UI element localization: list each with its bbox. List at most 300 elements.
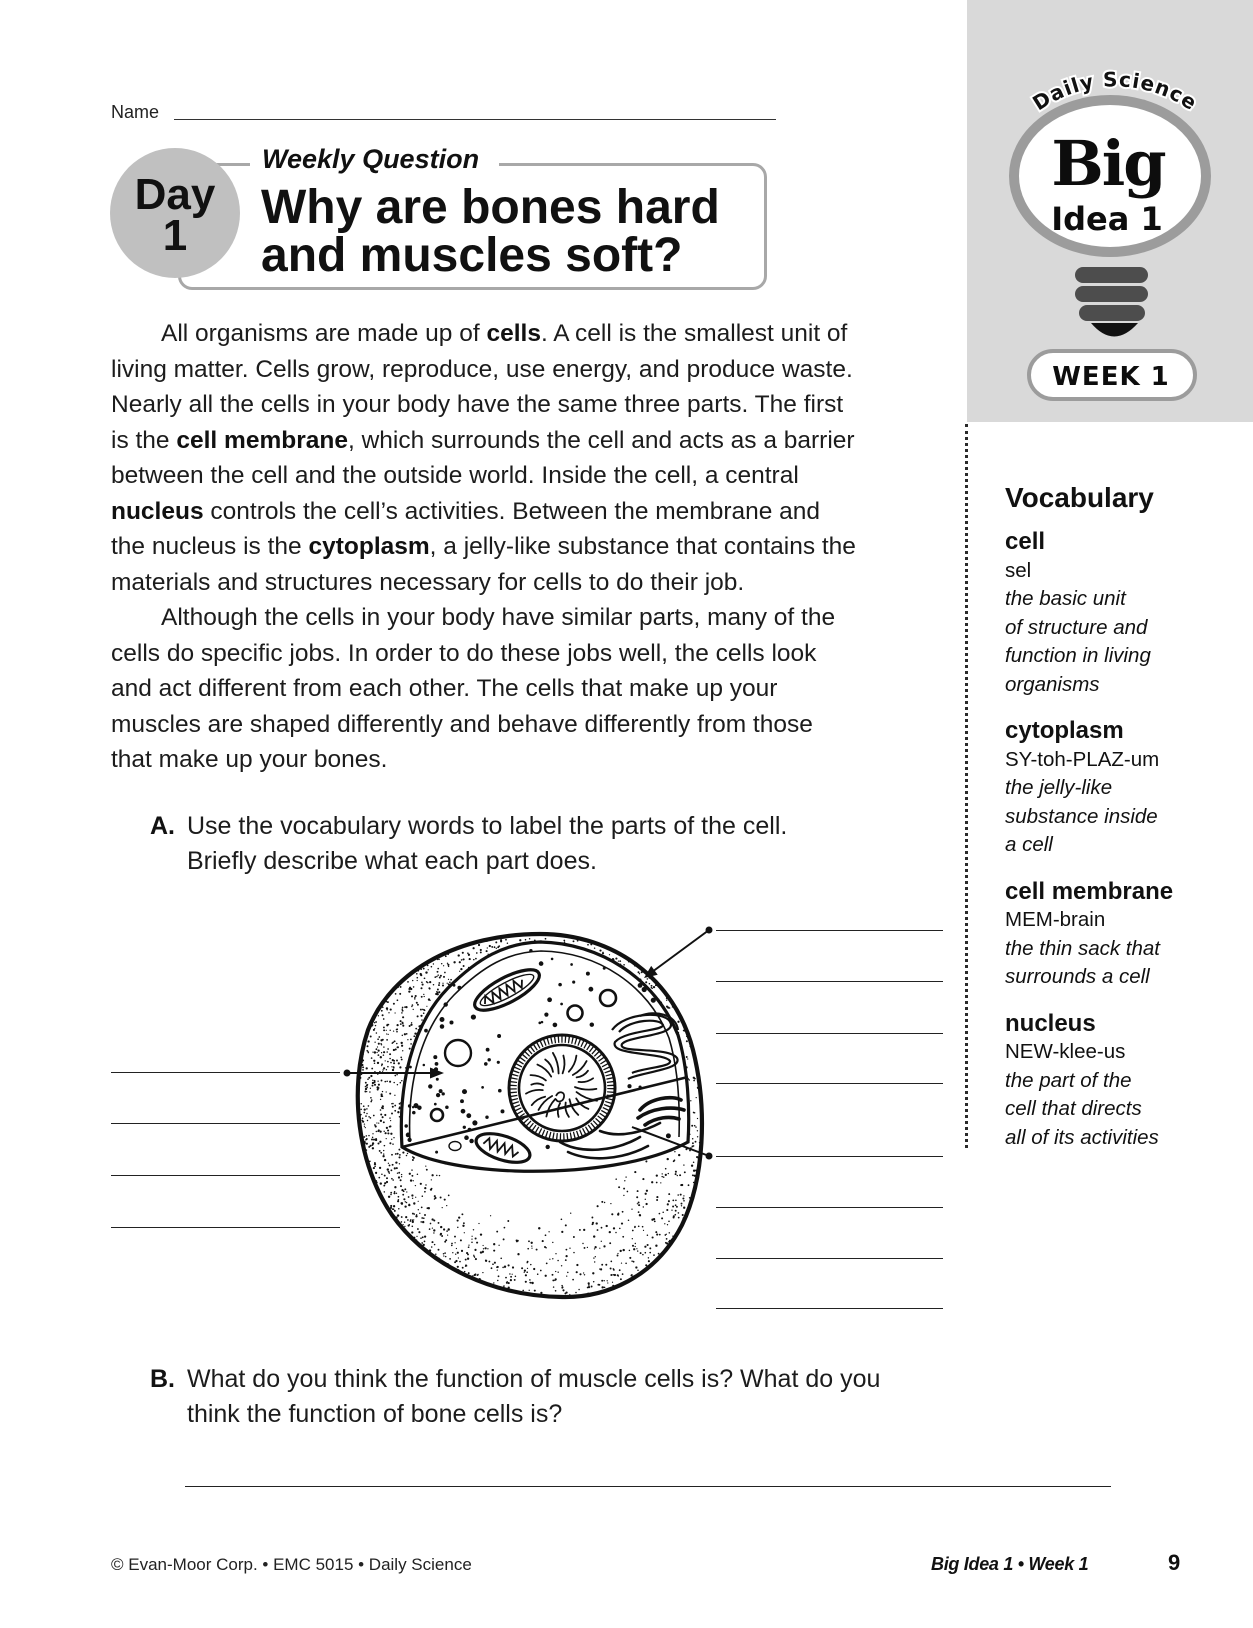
- stipple-dot: [375, 1172, 377, 1174]
- stipple-dot: [408, 990, 410, 992]
- footer-credit: © Evan-Moor Corp. • EMC 5015 • Daily Science: [111, 1555, 472, 1574]
- label-blank-right[interactable]: [716, 981, 943, 982]
- stipple-dot: [640, 1215, 641, 1216]
- answer-line[interactable]: [185, 1486, 1111, 1487]
- stipple-dot: [400, 1020, 402, 1022]
- stipple-dot: [389, 1053, 391, 1055]
- label-blank-left[interactable]: [111, 1175, 340, 1176]
- stipple-dot: [468, 1272, 469, 1273]
- stipple-dot: [383, 1153, 384, 1154]
- stipple-dot: [380, 1113, 382, 1115]
- stipple-dot: [599, 950, 601, 952]
- stipple-dot: [667, 1224, 668, 1225]
- stipple-dot: [366, 1113, 368, 1115]
- stipple-dot: [423, 1217, 425, 1219]
- stipple-dot: [362, 1069, 364, 1071]
- vocab-term: cell: [1005, 528, 1046, 555]
- stipple-dot: [374, 1042, 375, 1043]
- stipple-dot: [645, 1199, 646, 1200]
- stipple-dot: [525, 1281, 526, 1282]
- stipple-dot: [371, 1099, 373, 1101]
- ribosome-dot: [428, 1084, 432, 1088]
- stipple-dot: [398, 1172, 400, 1174]
- stipple-dot: [437, 993, 439, 995]
- stipple-dot: [364, 1091, 366, 1093]
- label-blank-right[interactable]: [716, 1156, 943, 1157]
- vocab-pronunciation: NEW-klee-us: [1005, 1040, 1126, 1063]
- ribosome-dot: [469, 1139, 473, 1143]
- stipple-dot: [676, 1206, 678, 1208]
- stipple-dot: [365, 1115, 367, 1117]
- stipple-dot: [373, 1060, 375, 1062]
- stipple-dot: [646, 1190, 648, 1192]
- stipple-dot: [386, 1024, 388, 1026]
- stipple-dot: [527, 1248, 529, 1250]
- stipple-dot: [398, 1196, 400, 1198]
- ribosome-dot: [412, 1111, 416, 1115]
- stipple-dot: [638, 1211, 640, 1213]
- ribosome-dot: [551, 958, 554, 961]
- stipple-dot: [527, 1268, 528, 1269]
- stipple-dot: [381, 1173, 383, 1175]
- ribosome-dot: [435, 1062, 439, 1066]
- stipple-dot: [404, 1006, 406, 1008]
- vocab-pronunciation: sel: [1005, 558, 1032, 582]
- stipple-dot: [651, 985, 653, 987]
- stipple-dot: [415, 1197, 416, 1198]
- stipple-dot: [524, 1272, 525, 1273]
- stipple-dot: [687, 1058, 688, 1059]
- stipple-dot: [389, 1125, 391, 1127]
- stipple-dot: [617, 1255, 619, 1257]
- stipple-dot: [411, 1006, 412, 1007]
- stipple-dot: [510, 1279, 512, 1281]
- stipple-dot: [524, 1270, 526, 1272]
- stipple-dot: [383, 1054, 385, 1056]
- stipple-dot: [594, 947, 595, 948]
- stipple-dot: [387, 1061, 389, 1063]
- stipple-dot: [601, 1241, 602, 1242]
- label-blank-right[interactable]: [716, 1308, 943, 1309]
- stipple-dot: [526, 1271, 528, 1273]
- stipple-dot: [370, 1097, 372, 1099]
- stipple-dot: [387, 1132, 389, 1134]
- stipple-dot: [366, 1084, 368, 1086]
- bulb-base-band: [1075, 267, 1148, 283]
- passage-text: and act different from each other. The cells that make up your: [111, 675, 778, 702]
- stipple-dot: [601, 1264, 603, 1266]
- stipple-dot: [457, 1252, 459, 1254]
- stipple-dot: [399, 993, 401, 995]
- badge-big-word: Big: [1051, 127, 1165, 200]
- stipple-dot: [565, 1259, 567, 1261]
- stipple-dot: [631, 1260, 633, 1262]
- stipple-dot: [401, 1045, 403, 1047]
- stipple-dot: [396, 1031, 398, 1033]
- ribosome-dot: [497, 1034, 501, 1038]
- stipple-dot: [364, 1108, 366, 1110]
- stipple-dot: [395, 1153, 397, 1155]
- stipple-dot: [601, 1227, 603, 1229]
- passage-line: [111, 707, 961, 743]
- stipple-dot: [374, 1051, 376, 1053]
- stipple-dot: [480, 1251, 482, 1253]
- stipple-dot: [413, 1009, 414, 1010]
- stipple-dot: [430, 1223, 432, 1225]
- stipple-dot: [669, 1232, 670, 1233]
- stipple-dot: [431, 1174, 433, 1176]
- stipple-dot: [365, 1082, 367, 1084]
- stipple-dot: [439, 1175, 440, 1176]
- stipple-dot: [385, 1060, 386, 1061]
- stipple-dot: [366, 1143, 368, 1145]
- passage-text: that make up your bones.: [111, 746, 388, 773]
- stipple-dot: [478, 944, 480, 946]
- stipple-dot: [485, 1260, 487, 1262]
- stipple-dot: [555, 1290, 557, 1292]
- stipple-dot: [651, 987, 653, 989]
- stipple-dot: [647, 1244, 649, 1246]
- bulb-base-band: [1079, 305, 1145, 321]
- stipple-dot: [437, 989, 439, 991]
- stipple-dot: [408, 1196, 410, 1198]
- stipple-dot: [412, 1219, 413, 1220]
- stipple-dot: [618, 1186, 620, 1188]
- stipple-dot: [390, 1120, 391, 1121]
- stipple-dot: [683, 1164, 684, 1165]
- stipple-dot: [633, 1261, 635, 1263]
- prompt-line: Use the vocabulary words to label the parts of the cell.: [187, 812, 788, 840]
- stipple-dot: [597, 1205, 599, 1207]
- stipple-dot: [447, 964, 449, 966]
- stipple-dot: [459, 971, 460, 972]
- stipple-dot: [674, 1214, 676, 1216]
- stipple-dot: [411, 1175, 413, 1177]
- label-blank-right[interactable]: [716, 1258, 943, 1259]
- stipple-dot: [623, 964, 625, 966]
- passage-text: between the cell and the outside world. Inside the cell, a central: [111, 462, 799, 489]
- stipple-dot: [505, 939, 507, 941]
- stipple-dot: [496, 948, 497, 949]
- stipple-dot: [379, 1130, 381, 1132]
- stipple-dot: [412, 1221, 414, 1223]
- label-blank-left[interactable]: [111, 1227, 340, 1228]
- stipple-dot: [386, 1033, 387, 1034]
- stipple-dot: [406, 1155, 408, 1157]
- activity-b: [150, 1362, 950, 1432]
- vacuole: [449, 1142, 461, 1151]
- stipple-dot: [692, 1174, 694, 1176]
- stipple-dot: [522, 1290, 524, 1292]
- ribosome-dot: [539, 961, 544, 966]
- stipple-dot: [664, 1223, 665, 1224]
- passage-text: living matter. Cells grow, reproduce, use energy, and produce waste.: [111, 355, 853, 383]
- stipple-dot: [386, 1030, 387, 1031]
- animal-cell-diagram: [330, 900, 730, 1320]
- stipple-dot: [386, 1177, 388, 1179]
- stipple-dot: [647, 1235, 648, 1236]
- stipple-dot: [652, 1236, 654, 1238]
- stipple-dot: [440, 1197, 442, 1199]
- stipple-dot: [454, 1236, 456, 1238]
- stipple-dot: [661, 1176, 662, 1177]
- passage-line: [111, 529, 961, 565]
- stipple-dot: [401, 1174, 402, 1175]
- stipple-dot: [391, 1103, 392, 1104]
- passage-text: , a jelly-like substance that contains the: [429, 533, 856, 560]
- stipple-dot: [508, 1264, 510, 1266]
- stipple-dot: [372, 1085, 374, 1087]
- stipple-dot: [408, 1225, 410, 1227]
- activity-prompt: [187, 809, 787, 879]
- stipple-dot: [552, 1274, 554, 1276]
- stipple-dot: [365, 1127, 366, 1128]
- leader-line: [652, 930, 709, 972]
- stipple-dot: [647, 978, 648, 979]
- stipple-dot: [383, 1067, 385, 1069]
- stipple-dot: [697, 1130, 698, 1131]
- stipple-dot: [653, 986, 655, 988]
- ribosome-dot: [481, 1086, 484, 1089]
- stipple-dot: [378, 1177, 380, 1179]
- stipple-dot: [382, 1105, 384, 1107]
- stipple-dot: [368, 1146, 370, 1148]
- stipple-dot: [474, 1257, 475, 1258]
- stipple-dot: [598, 1284, 600, 1286]
- stipple-dot: [692, 1142, 694, 1144]
- stipple-dot: [394, 1095, 395, 1096]
- label-blank-right[interactable]: [716, 1083, 943, 1084]
- label-blank-left[interactable]: [111, 1072, 340, 1073]
- stipple-dot: [361, 1119, 363, 1121]
- prompt-line: think the function of bone cells is?: [187, 1400, 563, 1428]
- stipple-dot: [419, 1213, 420, 1214]
- stipple-dot: [402, 1194, 404, 1196]
- stipple-dot: [420, 1237, 422, 1239]
- stipple-dot: [387, 1066, 389, 1068]
- stipple-dot: [402, 1010, 404, 1012]
- ribosome-dot: [485, 1115, 488, 1118]
- weekly-question-kicker: Weekly Question: [250, 144, 499, 174]
- stipple-dot: [529, 1282, 530, 1283]
- stipple-dot: [399, 1103, 401, 1105]
- stipple-dot: [438, 984, 440, 986]
- stipple-dot: [388, 1196, 390, 1198]
- stipple-dot: [409, 1173, 411, 1175]
- stipple-dot: [474, 1249, 476, 1251]
- stipple-dot: [402, 1050, 403, 1051]
- stipple-dot: [537, 1273, 539, 1275]
- stipple-dot: [390, 1133, 392, 1135]
- stipple-dot: [448, 979, 449, 980]
- stipple-dot: [401, 1189, 403, 1191]
- stipple-dot: [409, 1048, 411, 1050]
- label-blank-right[interactable]: [716, 930, 943, 931]
- stipple-dot: [696, 1097, 697, 1098]
- label-blank-right[interactable]: [716, 1033, 943, 1034]
- stipple-dot: [398, 1108, 400, 1110]
- ribosome-dot: [642, 987, 647, 992]
- ribosome-dot: [501, 1109, 505, 1113]
- stipple-dot: [371, 1068, 373, 1070]
- stipple-dot: [437, 971, 439, 973]
- stipple-dot: [397, 999, 399, 1001]
- stipple-dot: [649, 1252, 651, 1254]
- stipple-dot: [416, 1236, 417, 1237]
- stipple-dot: [417, 1015, 419, 1017]
- stipple-dot: [366, 1087, 368, 1089]
- ribosome-dot: [436, 1078, 439, 1081]
- stipple-dot: [629, 1257, 631, 1259]
- stipple-dot: [421, 982, 423, 984]
- stipple-dot: [416, 977, 418, 979]
- stipple-dot: [433, 1219, 435, 1221]
- stipple-dot: [531, 1282, 533, 1284]
- stipple-dot: [442, 1207, 443, 1208]
- stipple-dot: [579, 1273, 581, 1275]
- stipple-dot: [662, 1211, 664, 1213]
- stipple-dot: [651, 1181, 653, 1183]
- stipple-dot: [386, 1127, 388, 1129]
- stipple-dot: [675, 1173, 677, 1175]
- ribosome-dot: [445, 1106, 449, 1110]
- stipple-dot: [458, 954, 460, 956]
- stipple-dot: [431, 1188, 433, 1190]
- stipple-dot: [374, 1080, 376, 1082]
- stipple-dot: [374, 1165, 376, 1167]
- stipple-dot: [614, 1274, 616, 1276]
- stipple-dot: [383, 1121, 385, 1123]
- stipple-dot: [394, 1210, 396, 1212]
- stipple-dot: [527, 1261, 529, 1263]
- stipple-dot: [555, 1271, 556, 1272]
- stipple-dot: [498, 1245, 499, 1246]
- stipple-dot: [594, 1246, 596, 1248]
- stipple-dot: [683, 1200, 685, 1202]
- stipple-dot: [607, 1280, 608, 1281]
- stipple-dot: [413, 1180, 414, 1181]
- passage-text: All organisms are made up of: [161, 320, 487, 347]
- stipple-dot: [360, 1109, 361, 1110]
- stipple-dot: [396, 1043, 398, 1045]
- stipple-dot: [623, 1249, 625, 1251]
- stipple-dot: [490, 1215, 491, 1216]
- stipple-dot: [436, 1175, 438, 1177]
- stipple-dot: [467, 952, 469, 954]
- stipple-dot: [394, 1075, 396, 1077]
- stipple-dot: [396, 1028, 398, 1030]
- stipple-dot: [412, 1004, 414, 1006]
- stipple-dot: [632, 1245, 634, 1247]
- passage-line: [111, 387, 961, 423]
- stipple-dot: [410, 1219, 412, 1221]
- stipple-dot: [693, 1162, 695, 1164]
- stipple-dot: [625, 1176, 626, 1177]
- stipple-dot: [683, 1195, 684, 1196]
- stipple-dot: [689, 1079, 690, 1080]
- stipple-dot: [382, 1039, 384, 1041]
- name-field[interactable]: [174, 119, 776, 120]
- day-label: Day: [134, 170, 216, 219]
- stipple-dot: [453, 961, 455, 963]
- stipple-dot: [377, 1038, 379, 1040]
- stipple-dot: [656, 1196, 658, 1198]
- stipple-dot: [637, 1203, 638, 1204]
- stipple-dot: [584, 1274, 585, 1275]
- label-blank-right[interactable]: [716, 1207, 943, 1208]
- stipple-dot: [376, 1122, 377, 1123]
- label-blank-left[interactable]: [111, 1123, 340, 1124]
- stipple-dot: [619, 960, 621, 962]
- stipple-dot: [393, 1137, 394, 1138]
- bulb-base-band: [1075, 286, 1148, 302]
- stipple-dot: [498, 1275, 500, 1277]
- stipple-dot: [366, 1108, 368, 1110]
- stipple-dot: [389, 1164, 391, 1166]
- stipple-dot: [392, 1059, 394, 1061]
- stipple-dot: [389, 1058, 391, 1060]
- stipple-dot: [663, 1176, 665, 1178]
- stipple-dot: [601, 1286, 603, 1288]
- stipple-dot: [410, 1024, 412, 1026]
- vocabulary-term-highlight: cytoplasm: [308, 533, 430, 560]
- stipple-dot: [380, 1152, 382, 1154]
- activity-letter: B.: [150, 1365, 175, 1393]
- ribosome-dot: [442, 1092, 445, 1095]
- stipple-dot: [360, 1103, 361, 1104]
- stipple-dot: [377, 1081, 378, 1082]
- stipple-dot: [544, 1246, 546, 1248]
- stipple-dot: [561, 1231, 563, 1233]
- stipple-dot: [389, 1093, 391, 1095]
- activity-letter: A.: [150, 812, 175, 840]
- stipple-dot: [386, 1069, 387, 1070]
- stipple-dot: [376, 1131, 377, 1132]
- passage-line: [111, 316, 961, 352]
- stipple-dot: [659, 1234, 661, 1236]
- passage-line: [111, 742, 961, 778]
- stipple-dot: [404, 1205, 406, 1207]
- stipple-dot: [421, 1242, 423, 1244]
- stipple-dot: [609, 1231, 611, 1233]
- stipple-dot: [394, 1105, 396, 1107]
- stipple-dot: [617, 1213, 619, 1215]
- stipple-dot: [386, 1181, 388, 1183]
- stipple-dot: [460, 968, 462, 970]
- stipple-dot: [411, 1169, 412, 1170]
- day-number: 1: [162, 211, 188, 260]
- stipple-dot: [552, 1242, 553, 1243]
- stipple-dot: [391, 1154, 393, 1156]
- stipple-dot: [645, 1193, 647, 1195]
- stipple-dot: [400, 1185, 402, 1187]
- stipple-dot: [387, 1129, 389, 1131]
- stipple-dot: [625, 1263, 627, 1265]
- stipple-dot: [414, 998, 416, 1000]
- stipple-dot: [367, 1045, 369, 1047]
- stipple-dot: [384, 1159, 386, 1161]
- stipple-dot: [565, 1255, 567, 1257]
- stipple-dot: [458, 1257, 459, 1258]
- stipple-dot: [384, 1182, 386, 1184]
- stipple-dot: [491, 1267, 493, 1269]
- stipple-dot: [373, 1081, 375, 1083]
- stipple-dot: [618, 960, 619, 961]
- stipple-dot: [653, 1254, 655, 1256]
- stipple-dot: [424, 1235, 426, 1237]
- stipple-dot: [422, 1221, 424, 1223]
- stipple-dot: [517, 1240, 519, 1242]
